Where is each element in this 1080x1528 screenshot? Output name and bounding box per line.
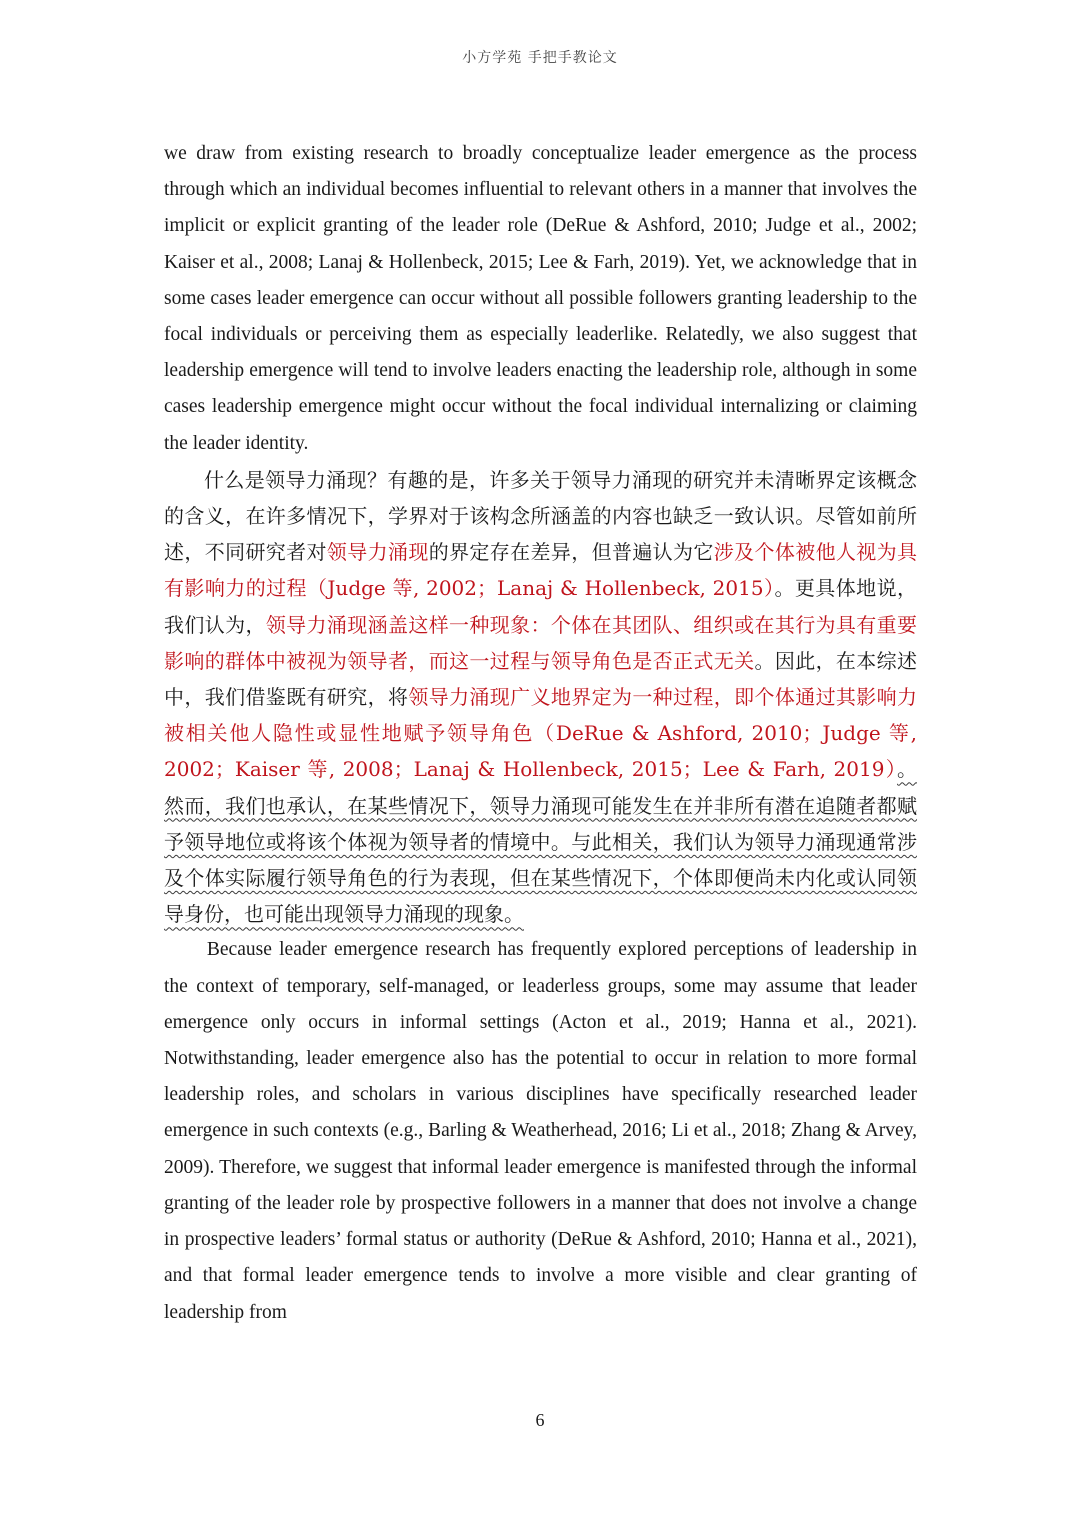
zh-highlight-red: 领导力涌现广义地界定为一种过程，即个体通过其影响力被相关他人隐性或显性地赋予领导角色（DeRue & Ashford, 2010；Judge 等, 2002；Kaiser 等, 2008；Lanaj & Hollenbeck, 2015；Lee & Farh, 2019） xyxy=(164,685,918,782)
zh-highlight-red: 涉及个体被他人视为具有影响力的过程（Judge 等, 2002；Lanaj & Hollenbeck, 2015） xyxy=(164,540,918,601)
zh-highlight-red: 领导力涌现 xyxy=(326,540,429,565)
page-number: 6 xyxy=(535,1410,545,1430)
paragraph-english-2: Because leader emergence research has frequently explored perceptions of leadership in the context of temporary, self-managed, or leaderless groups, some may assume that leader emergence only occurs in informal settings (Acton et al., 2019; Hanna et al., 2021). Notwithstanding, leader emergence also has the potential to occur in relation to more formal leadership roles, and scholars in various disciplines have specifically researched leader emergence in such contexts (e.g., Barling & Weatherhead, 2016; Li et al., 2018; Zhang & Arvey, 2009). Therefore, we suggest that informal leader emergence is manifested through the informal granting of the leader role by prospective followers in a manner that does not involve a change in prospective leaders’ formal status or authority (DeRue & Ashford, 2010; Hanna et al., 2021), and that formal leader emergence tends to involve a more visible and clear granting of leadership from xyxy=(164,939,917,1323)
zh-wavy-underline: 。然而，我们也承认，在某些情况下，领导力涌现可能发生在并非所有潜在追随者都赋予领导地位或将该个体视为领导者的情境中。与此相关，我们认为领导力涌现通常涉及个体实际履行领导角色的行为表现，但在某些情况下，个体即便尚未内化或认同领导身份，也可能出现领导力涌现的现象。 xyxy=(164,757,917,927)
zh-segment: 。因此，在本综述中，我们借鉴既有研究，将 xyxy=(164,648,918,710)
zh-segment: 的界定存在差异，但普遍认为它 xyxy=(428,540,714,565)
paragraph-english-1: we draw from existing research to broadly conceptualize leader emergence as the process through which an individual becomes influential to relevant others in a manner that involves the implicit or explicit granting of the leader role (DeRue & Ashford, 2010; Judge et al., 2002; Kaiser et al., 2008; Lanaj & Hollenbeck, 2015; Lee & Farh, 2019). Yet, we acknowledge that in some cases leader emergence can occur without all possible followers granting leadership to the focal individuals or perceiving them as especially leaderlike. Relatedly, we also suggest that leadership emergence will tend to involve leaders enacting the leadership role, although in some cases leadership emergence might occur without the focal individual internalizing or claiming the leader identity. xyxy=(164,143,917,454)
page-body xyxy=(164,136,917,1331)
zh-segment: 什么是领导力涌现？有趣的是，许多关于领导力涌现的研究并未清晰界定该概念的含义，在许多情况下，学界对于该构念所涵盖的内容也缺乏一致认识。尽管如前所述，不同研究者对 xyxy=(164,467,917,565)
zh-segment: 。更具体地说，我们认为， xyxy=(164,576,917,637)
paragraph-chinese-translation xyxy=(164,462,917,933)
page-header: 小方学苑 手把手教论文 xyxy=(462,50,618,66)
zh-highlight-red: 领导力涌现涵盖这样一种现象：个体在其团队、组织或在其行为具有重要影响的群体中被视为领导者，而这一过程与领导角色是否正式无关 xyxy=(164,612,918,673)
